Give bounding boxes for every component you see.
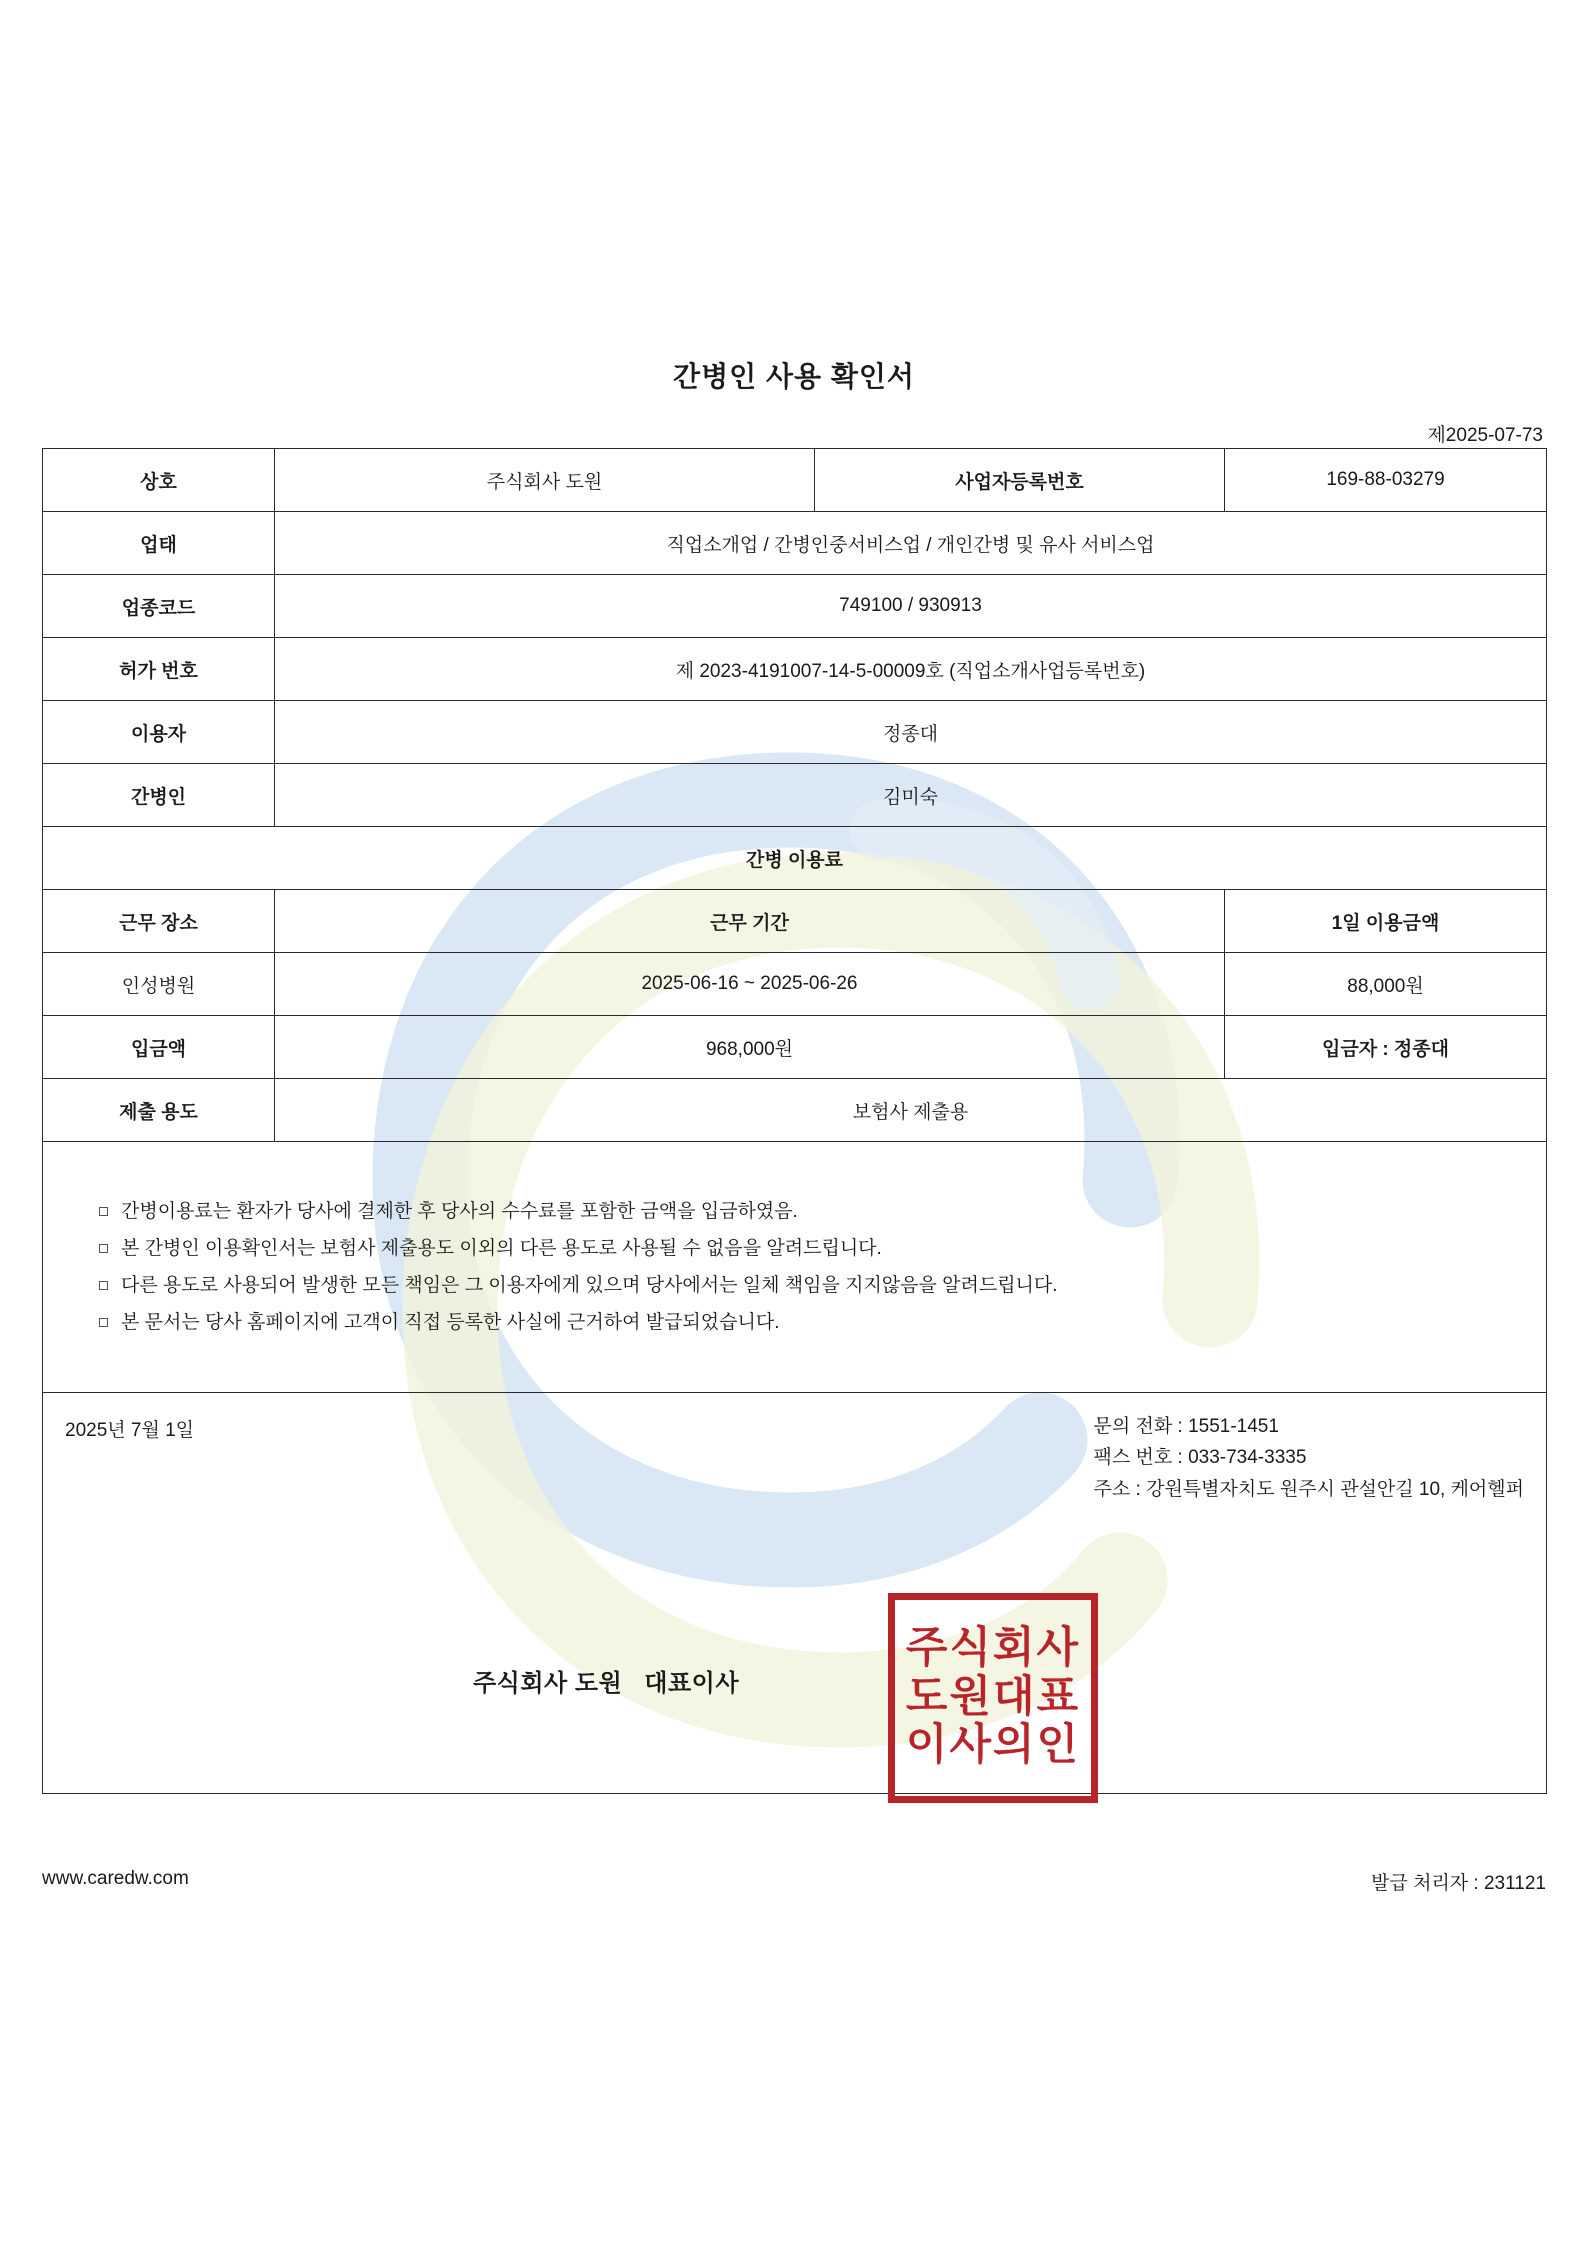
signature-title: 대표이사 <box>644 1670 740 1697</box>
notes-section <box>43 1142 1547 1393</box>
notes-list <box>93 1193 1546 1341</box>
table-row <box>43 449 1547 512</box>
label-business-type: 업태 <box>43 512 275 575</box>
contact-phone: 문의 전화 : 1551-1451 <box>1093 1416 1279 1437</box>
table-row <box>43 638 1547 701</box>
label-purpose: 제출 용도 <box>43 1079 275 1142</box>
table-row <box>43 764 1547 827</box>
value-business-number: 169-88-03279 <box>1225 449 1547 512</box>
column-header-period: 근무 기간 <box>275 890 1225 953</box>
value-purpose: 보험사 제출용 <box>275 1079 1547 1142</box>
note-item: 본 간병인 이용확인서는 보험사 제출용도 이외의 다른 용도로 사용될 수 없음을 알려드립니다. <box>93 1230 1546 1267</box>
contact-info <box>1094 1411 1524 1505</box>
table-row <box>43 512 1547 575</box>
table-row <box>43 827 1547 890</box>
label-license-number: 허가 번호 <box>43 638 275 701</box>
value-deposit-amount: 968,000원 <box>275 1016 1225 1079</box>
value-user: 정종대 <box>275 701 1547 764</box>
value-company-name: 주식회사 도원 <box>275 449 815 512</box>
table-row <box>43 575 1547 638</box>
value-period: 2025-06-16 ~ 2025-06-26 <box>275 953 1225 1016</box>
table-row <box>43 1016 1547 1079</box>
value-caregiver: 김미숙 <box>275 764 1547 827</box>
label-user: 이용자 <box>43 701 275 764</box>
table-row <box>43 1079 1547 1142</box>
website-url: www.caredw.com <box>42 1868 189 1889</box>
issuer-id: 발급 처리자 : 231121 <box>1371 1873 1546 1894</box>
value-depositor: 입금자 : 정종대 <box>1225 1016 1547 1079</box>
table-row <box>43 953 1547 1016</box>
label-deposit: 입금액 <box>43 1016 275 1079</box>
value-business-type: 직업소개업 / 간병인중서비스업 / 개인간병 및 유사 서비스업 <box>275 512 1547 575</box>
table-row <box>43 701 1547 764</box>
label-company-name: 상호 <box>43 449 275 512</box>
table-row <box>43 890 1547 953</box>
table-row <box>43 1393 1547 1794</box>
document-number: 제2025-07-73 <box>1427 425 1543 446</box>
value-license-number: 제 2023-4191007-14-5-00009호 (직업소개사업등록번호) <box>275 638 1547 701</box>
column-header-workplace: 근무 장소 <box>43 890 275 953</box>
label-business-number: 사업자등록번호 <box>815 449 1225 512</box>
note-item: 간병이용료는 환자가 당사에 결제한 후 당사의 수수료를 포함한 금액을 입금하였음. <box>93 1193 1546 1230</box>
contact-fax: 팩스 번호 : 033-734-3335 <box>1093 1447 1307 1469</box>
seal-text <box>888 1593 1098 1803</box>
column-header-daily-amount: 1일 이용금액 <box>1225 890 1547 953</box>
section-heading-fee: 간병 이용료 <box>43 827 1547 890</box>
issue-date: 2025년 7월 1일 <box>65 1420 195 1441</box>
seal-line-3: 이사의인 <box>905 1722 1081 1770</box>
value-daily-amount: 88,000원 <box>1225 953 1547 1016</box>
label-industry-code: 업종코드 <box>43 575 275 638</box>
company-seal-icon <box>888 1593 1098 1803</box>
label-caregiver: 간병인 <box>43 764 275 827</box>
contact-address: 주소 : 강원특별자치도 원주시 관설안길 10, 케어헬퍼 <box>1093 1478 1524 1500</box>
signature-company: 주식회사 도원 <box>473 1670 623 1697</box>
value-workplace: 인성병원 <box>43 953 275 1016</box>
seal-line-2: 도원대표 <box>905 1673 1081 1721</box>
value-industry-code: 749100 / 930913 <box>275 575 1547 638</box>
seal-line-1: 주식회사 <box>905 1625 1081 1673</box>
note-item: 다른 용도로 사용되어 발생한 모든 책임은 그 이용자에게 있으며 당사에서는 일체 책임을 지지않음을 알려드립니다. <box>93 1267 1546 1304</box>
certificate-table <box>42 448 1547 1794</box>
signature-line <box>473 1663 739 1698</box>
footer-section <box>43 1393 1547 1794</box>
page-title: 간병인 사용 확인서 <box>673 361 915 392</box>
table-row <box>43 1142 1547 1393</box>
note-item: 본 문서는 당사 홈페이지에 고객이 직접 등록한 사실에 근거하여 발급되었습니다. <box>93 1304 1546 1341</box>
